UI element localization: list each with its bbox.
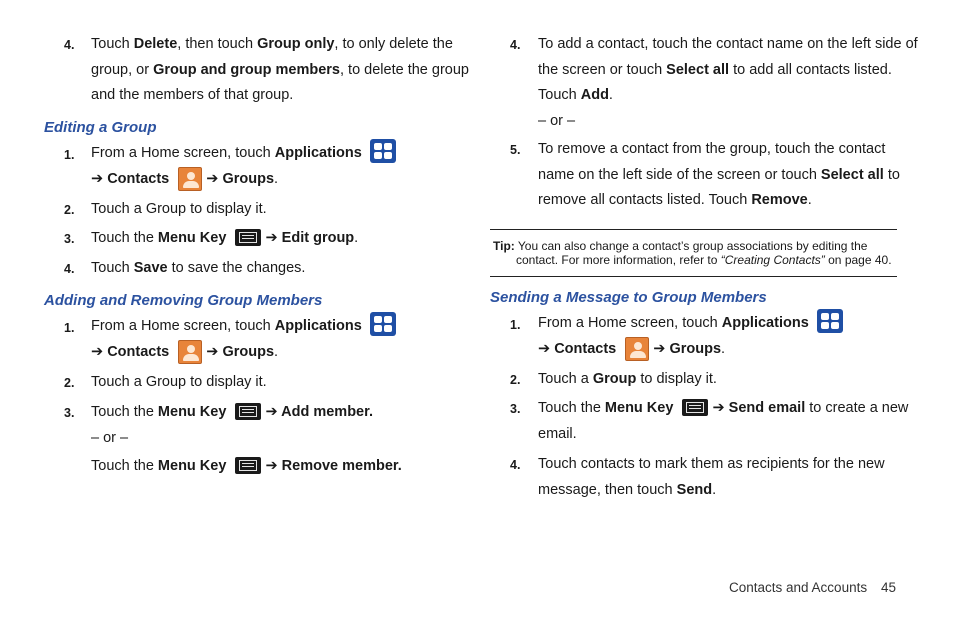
or-separator: – or – <box>538 112 576 129</box>
sending-step-4: Touch contacts to mark them as recipients for the new message, then touch Send. <box>538 456 885 498</box>
menu-key-icon <box>235 403 261 420</box>
contacts-icon <box>178 167 202 191</box>
step-number: 2. <box>64 376 75 390</box>
contacts-icon <box>625 337 649 361</box>
step-number: 4. <box>64 38 75 52</box>
step-number: 1. <box>64 148 75 162</box>
step-number: 1. <box>510 318 521 332</box>
section-heading: Sending a Message to Group Members <box>490 289 767 306</box>
step-number: 5. <box>510 143 521 157</box>
tip-label: Tip: <box>493 239 515 253</box>
step-number: 3. <box>64 406 75 420</box>
section-heading: Editing a Group <box>44 119 157 136</box>
applications-icon <box>370 139 396 163</box>
sending-step-3: Touch the Menu Key ➔ Send email to create a new email. <box>538 400 909 442</box>
applications-icon <box>817 309 843 333</box>
section-heading: Adding and Removing Group Members <box>44 292 323 309</box>
step-number: 2. <box>64 203 75 217</box>
step-number: 4. <box>510 458 521 472</box>
applications-icon <box>370 312 396 336</box>
step-number: 2. <box>510 373 521 387</box>
page-number: 45 <box>881 580 897 595</box>
add-contact-step: To add a contact, touch the contact name on the left side of the screen or touch Select all to add all contacts listed. Touch Add. – or – <box>538 32 918 134</box>
adding-step-3: Touch the Menu Key ➔ Add member. <box>91 404 373 420</box>
sending-step-2: Touch a Group to display it. <box>538 371 717 387</box>
editing-step-3: Touch the Menu Key ➔ Edit group. <box>91 230 359 246</box>
editing-step-4: Touch Save to save the changes. <box>91 260 306 276</box>
menu-key-icon <box>235 229 261 246</box>
or-separator: – or – <box>91 430 129 446</box>
adding-step-1: From a Home screen, touch Applications ➔ Contacts ➔ Groups. <box>91 314 396 365</box>
adding-step-2: Touch a Group to display it. <box>91 374 267 390</box>
contacts-icon <box>178 340 202 364</box>
menu-key-icon <box>682 399 708 416</box>
editing-step-2: Touch a Group to display it. <box>91 201 267 217</box>
step-number: 1. <box>64 321 75 335</box>
tip-box: Tip: You can also change a contact’s group associations by editing the contact. For more information, refer to “Creating Contacts” on page 40. <box>490 229 897 277</box>
editing-step-1: From a Home screen, touch Applications ➔ Contacts ➔ Groups. <box>91 141 396 192</box>
adding-step-3-alt: Touch the Menu Key ➔ Remove member. <box>91 458 402 474</box>
delete-step: Touch Delete, then touch Group only, to only delete the group, or Group and group members, to delete the group and the members of that group. <box>91 36 469 103</box>
step-number: 4. <box>64 262 75 276</box>
menu-key-icon <box>235 457 261 474</box>
step-number: 4. <box>510 38 521 52</box>
step-number: 3. <box>510 402 521 416</box>
footer-section-title: Contacts and Accounts <box>729 580 868 595</box>
sending-step-1: From a Home screen, touch Applications ➔ Contacts ➔ Groups. <box>538 311 843 362</box>
remove-contact-step: To remove a contact from the group, touch the contact name on the left side of the screen or touch Select all to remove all contacts listed. Touch Remove. <box>538 141 900 208</box>
step-number: 3. <box>64 232 75 246</box>
